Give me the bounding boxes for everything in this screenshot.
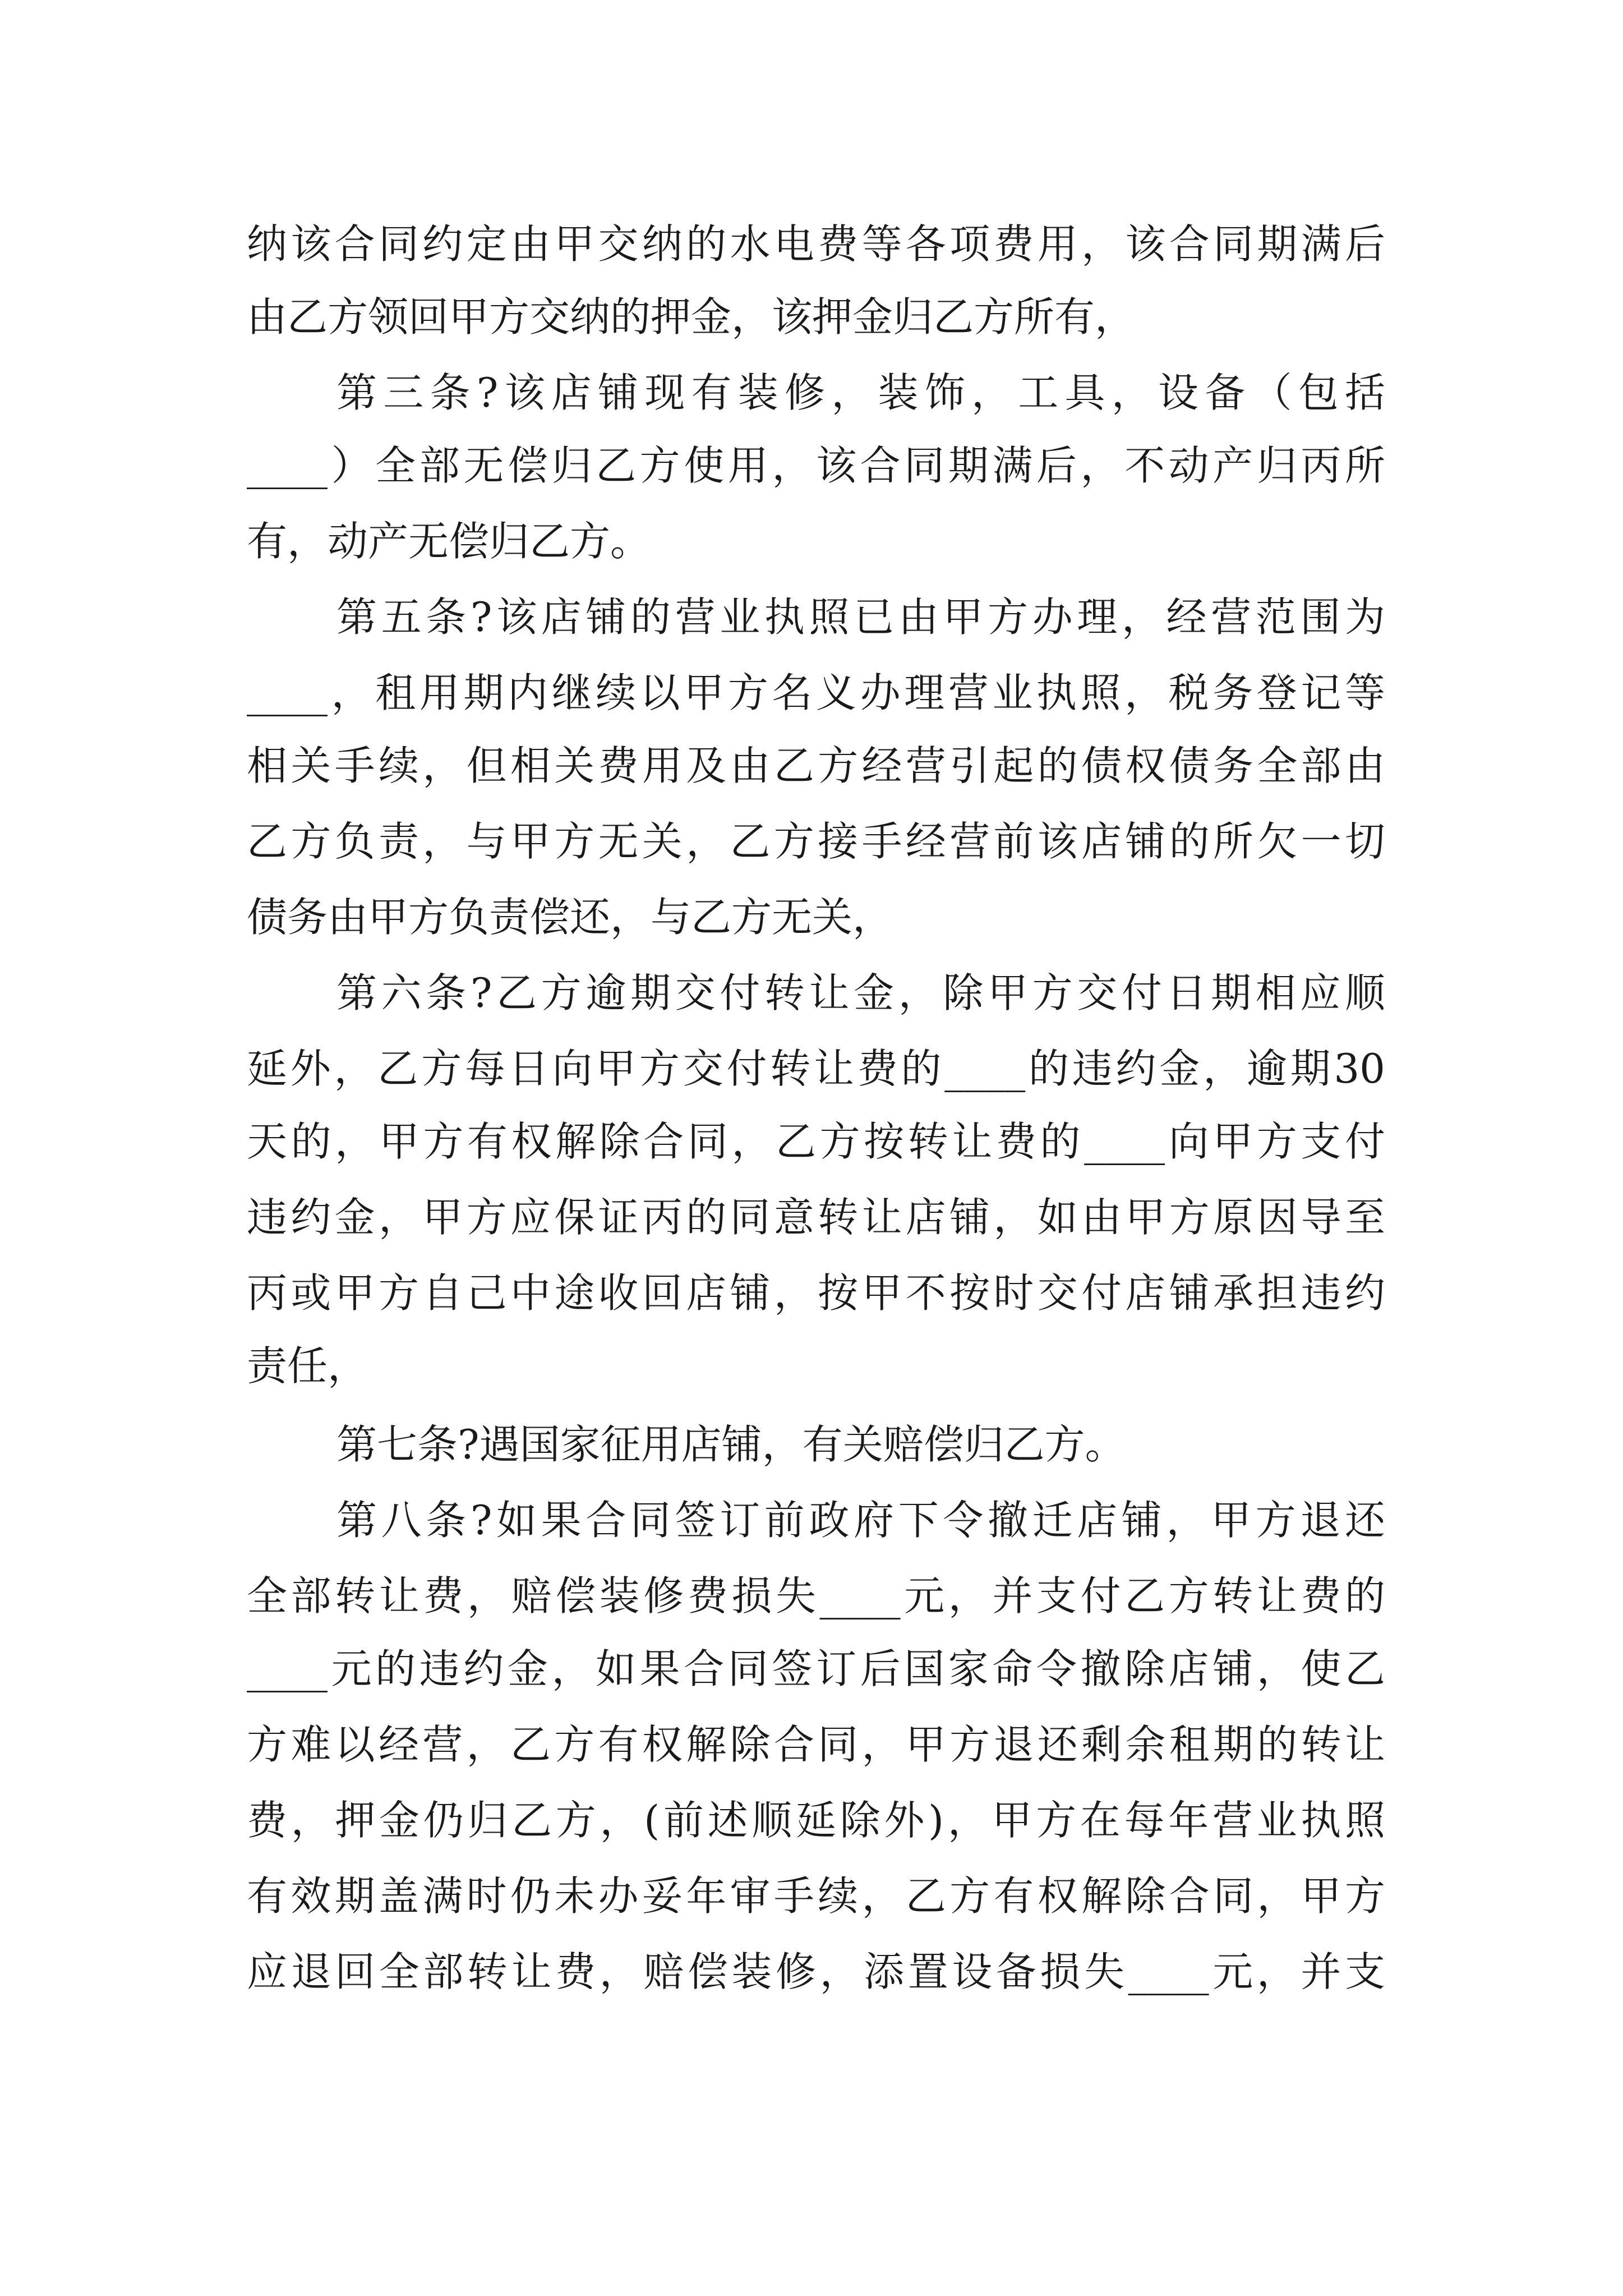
article-8-heading-line: 第八条?如果合同签订前政府下令撤迁店铺，甲方退还 (336, 1497, 1385, 1544)
text-line: 全部转让费，赔偿装修费损失____元，并支付乙方转让费的 (247, 1572, 1385, 1619)
text-line: 有效期盖满时仍未办妥年审手续，乙方有权解除合同，甲方 (247, 1872, 1385, 1920)
text-line: 纳该合同约定由甲交纳的水电费等各项费用，该合同期满后 (247, 220, 1385, 268)
text-line: 延外，乙方每日向甲方交付转让费的____的违约金，逾期30 (247, 1045, 1385, 1092)
text-line: 相关手续，但相关费用及由乙方经营引起的债权债务全部由 (247, 742, 1385, 789)
text-line: 违约金，甲方应保证丙的同意转让店铺，如由甲方原因导至 (247, 1194, 1385, 1241)
text-line: 方难以经营，乙方有权解除合同，甲方退还剩余租期的转让 (247, 1721, 1385, 1768)
article-6-heading-line: 第六条?乙方逾期交付转让金，除甲方交付日期相应顺 (336, 969, 1385, 1016)
text-line: 有，动产无偿归乙方。 (247, 518, 651, 565)
text-line: ____，租用期内继续以甲方名义办理营业执照，税务登记等 (247, 669, 1385, 716)
article-3-heading-line: 第三条?该店铺现有装修，装饰，工具，设备（包括 (336, 369, 1385, 416)
text-line: 责任， (247, 1342, 368, 1389)
text-line: ____）全部无偿归乙方使用，该合同期满后，不动产归丙所 (247, 442, 1385, 489)
text-line: 丙或甲方自己中途收回店铺，按甲不按时交付店铺承担违约 (247, 1269, 1385, 1317)
text-line: 由乙方领回甲方交纳的押金，该押金归乙方所有， (247, 293, 1136, 341)
text-line: ____元的违约金，如果合同签订后国家命令撤除店铺，使乙 (247, 1645, 1385, 1692)
text-line: 费，押金仍归乙方，(前述顺延除外)，甲方在每年营业执照 (247, 1797, 1385, 1844)
article-5-heading-line: 第五条?该店铺的营业执照已由甲方办理，经营范围为 (336, 593, 1385, 641)
text-line: 乙方负责，与甲方无关，乙方接手经营前该店铺的所欠一切 (247, 818, 1385, 865)
text-line: 债务由甲方负责偿还，与乙方无关， (247, 894, 893, 941)
article-7-heading-line: 第七条?遇国家征用店铺，有关赔偿归乙方。 (336, 1421, 1126, 1468)
text-line: 天的，甲方有权解除合同，乙方按转让费的____向甲方支付 (247, 1118, 1385, 1165)
text-line: 应退回全部转让费，赔偿装修，添置设备损失____元，并支 (247, 1948, 1385, 1995)
